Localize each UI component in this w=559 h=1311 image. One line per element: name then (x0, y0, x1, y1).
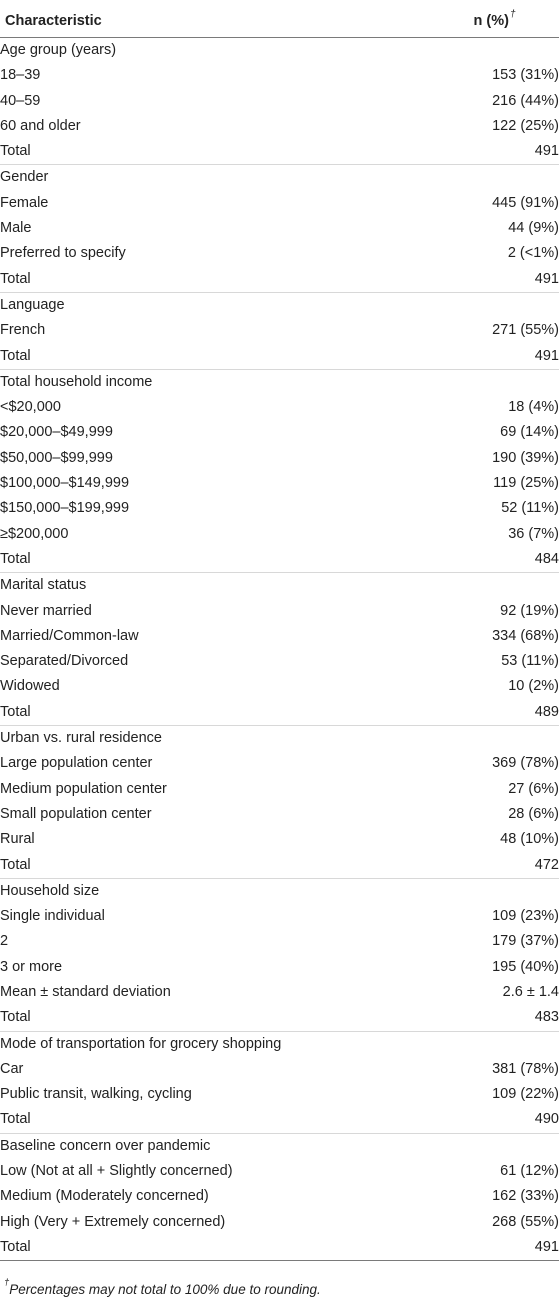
table-row (0, 1210, 559, 1235)
row-label: Medium population center (0, 780, 167, 797)
table-row (0, 1082, 559, 1107)
header-row (0, 6, 559, 38)
row-value: 48 (10%) (500, 831, 559, 848)
row-value: 122 (25%) (492, 117, 559, 134)
table-row (0, 63, 559, 88)
row-value: 445 (91%) (492, 194, 559, 211)
row-value: 179 (37%) (492, 933, 559, 950)
category-title: Gender (0, 165, 559, 191)
row-label: Single individual (0, 908, 105, 925)
row-label: French (0, 322, 46, 339)
row-value: 44 (9%) (508, 220, 559, 237)
table-row (0, 547, 559, 573)
row-label: High (Very + Extremely concerned) (0, 1213, 226, 1230)
row-label: Total (0, 143, 31, 160)
category-row (0, 726, 559, 752)
row-label: Never married (0, 602, 92, 619)
table-row (0, 496, 559, 521)
category-row (0, 1031, 559, 1057)
row-value: 483 (534, 1009, 559, 1026)
table-row (0, 191, 559, 216)
row-value: 69 (14%) (500, 424, 559, 441)
row-value: 491 (534, 270, 559, 287)
row-value: 491 (534, 347, 559, 364)
row-label: Total (0, 1235, 430, 1261)
table-row (0, 955, 559, 980)
category-row (0, 292, 559, 318)
table-row (0, 395, 559, 420)
table-row (0, 114, 559, 139)
table-row (0, 827, 559, 852)
table-row (0, 267, 559, 293)
row-value: 18 (4%) (508, 399, 559, 416)
row-value: 28 (6%) (508, 805, 559, 822)
row-label: Small population center (0, 805, 152, 822)
category-title: Urban vs. rural residence (0, 726, 559, 752)
category-row (0, 38, 559, 64)
table-row (0, 318, 559, 343)
table-row (0, 1235, 559, 1261)
row-value: 268 (55%) (492, 1213, 559, 1230)
category-row (0, 1133, 559, 1159)
category-title: Marital status (0, 573, 559, 599)
row-label: $50,000–$99,999 (0, 449, 113, 466)
category-title: Baseline concern over pandemic (0, 1133, 559, 1159)
row-label: Medium (Moderately concerned) (0, 1188, 209, 1205)
row-label: Female (0, 194, 49, 211)
table-row (0, 802, 559, 827)
category-row (0, 573, 559, 599)
row-label: Public transit, walking, cycling (0, 1086, 192, 1103)
category-row (0, 165, 559, 191)
row-label: Male (0, 220, 32, 237)
row-value: 489 (534, 703, 559, 720)
row-value: 27 (6%) (508, 780, 559, 797)
row-value: 216 (44%) (492, 92, 559, 109)
row-label: Car (0, 1060, 24, 1077)
row-label: Widowed (0, 678, 60, 695)
row-label: $100,000–$149,999 (0, 475, 130, 492)
table-row (0, 420, 559, 445)
header-characteristic-label: Characteristic (5, 13, 102, 29)
row-label: $150,000–$199,999 (0, 500, 130, 517)
table-row (0, 471, 559, 496)
table-row (0, 89, 559, 114)
table-row (0, 1159, 559, 1184)
table-row (0, 853, 559, 879)
row-value: 271 (55%) (492, 322, 559, 339)
category-title: Age group (years) (0, 42, 117, 58)
category-title: Total household income (0, 369, 559, 395)
table-footnote (4, 1277, 321, 1297)
table-row (0, 751, 559, 776)
characteristics-table (0, 6, 559, 1261)
row-label: Total (0, 703, 31, 720)
row-label: Total (0, 550, 31, 567)
row-value: 2.6 ± 1.4 (502, 983, 559, 1000)
row-value: 92 (19%) (500, 602, 559, 619)
row-value: 52 (11%) (501, 500, 559, 517)
row-value: 2 (<1%) (507, 245, 559, 262)
category-title: Mode of transportation for grocery shopping (0, 1031, 559, 1057)
table-row (0, 139, 559, 165)
table-row (0, 446, 559, 471)
row-label: Large population center (0, 755, 153, 772)
row-value: 334 (68%) (492, 627, 559, 644)
row-value: 153 (31%) (492, 67, 559, 84)
row-label: 3 or more (0, 958, 63, 975)
table-row (0, 344, 559, 370)
table-row (0, 777, 559, 802)
row-label: Total (0, 856, 31, 873)
category-row (0, 878, 559, 904)
row-label: Total (0, 1009, 31, 1026)
row-label: Total (0, 1111, 31, 1128)
row-label: 2 (0, 933, 9, 950)
row-value: 61 (12%) (500, 1163, 559, 1180)
table-row (0, 1057, 559, 1082)
row-label: ≥$200,000 (0, 525, 69, 542)
header-dagger-mark: † (509, 9, 516, 20)
row-value: 195 (40%) (492, 958, 559, 975)
header-characteristic (0, 6, 430, 38)
row-label: 60 and older (0, 117, 81, 134)
table-row (0, 624, 559, 649)
table-row (0, 674, 559, 699)
table-body (0, 38, 559, 1261)
row-label: Rural (0, 831, 35, 848)
table-row (0, 599, 559, 624)
row-value: 10 (2%) (508, 678, 559, 695)
row-label: Separated/Divorced (0, 653, 129, 670)
row-label: Mean ± standard deviation (0, 983, 171, 1000)
row-label: 18–39 (0, 67, 41, 84)
row-label: $20,000–$49,999 (0, 424, 113, 441)
row-label: Total (0, 347, 31, 364)
header-n-percent (430, 6, 559, 38)
table-row (0, 522, 559, 547)
row-value: 190 (39%) (492, 449, 559, 466)
table-row (0, 241, 559, 266)
table-row (0, 980, 559, 1005)
table-row (0, 649, 559, 674)
row-label: 40–59 (0, 92, 41, 109)
row-value: 491 (534, 143, 559, 160)
table-row (0, 1184, 559, 1209)
category-row (0, 369, 559, 395)
category-title: Language (0, 292, 559, 318)
row-value: 162 (33%) (492, 1188, 559, 1205)
table-row (0, 929, 559, 954)
table-row (0, 216, 559, 241)
header-n-percent-label: n (%) (473, 13, 509, 29)
footnote-text: Percentages may not total to 100% due to rounding. (9, 1282, 321, 1297)
row-value: 484 (534, 550, 559, 567)
table-row (0, 904, 559, 929)
row-label: Total (0, 270, 31, 287)
row-label: Preferred to specify (0, 245, 126, 262)
row-value: 369 (78%) (492, 755, 559, 772)
row-value: 36 (7%) (508, 525, 559, 542)
footnote-dagger-mark: † (4, 1277, 10, 1288)
row-value: 119 (25%) (493, 475, 559, 492)
row-value: 53 (11%) (501, 653, 559, 670)
row-value: 381 (78%) (492, 1060, 559, 1077)
row-value: 491 (430, 1235, 559, 1261)
table-row (0, 700, 559, 726)
row-value: 109 (22%) (492, 1086, 559, 1103)
category-title: Household size (0, 878, 559, 904)
row-value: 472 (534, 856, 559, 873)
row-value: 490 (534, 1111, 559, 1128)
table-header (0, 6, 559, 38)
row-label: Married/Common-law (0, 627, 139, 644)
row-label: <$20,000 (0, 399, 61, 416)
table-row (0, 1005, 559, 1031)
row-value: 109 (23%) (492, 908, 559, 925)
table-row (0, 1107, 559, 1133)
row-label: Low (Not at all + Slightly concerned) (0, 1163, 233, 1180)
